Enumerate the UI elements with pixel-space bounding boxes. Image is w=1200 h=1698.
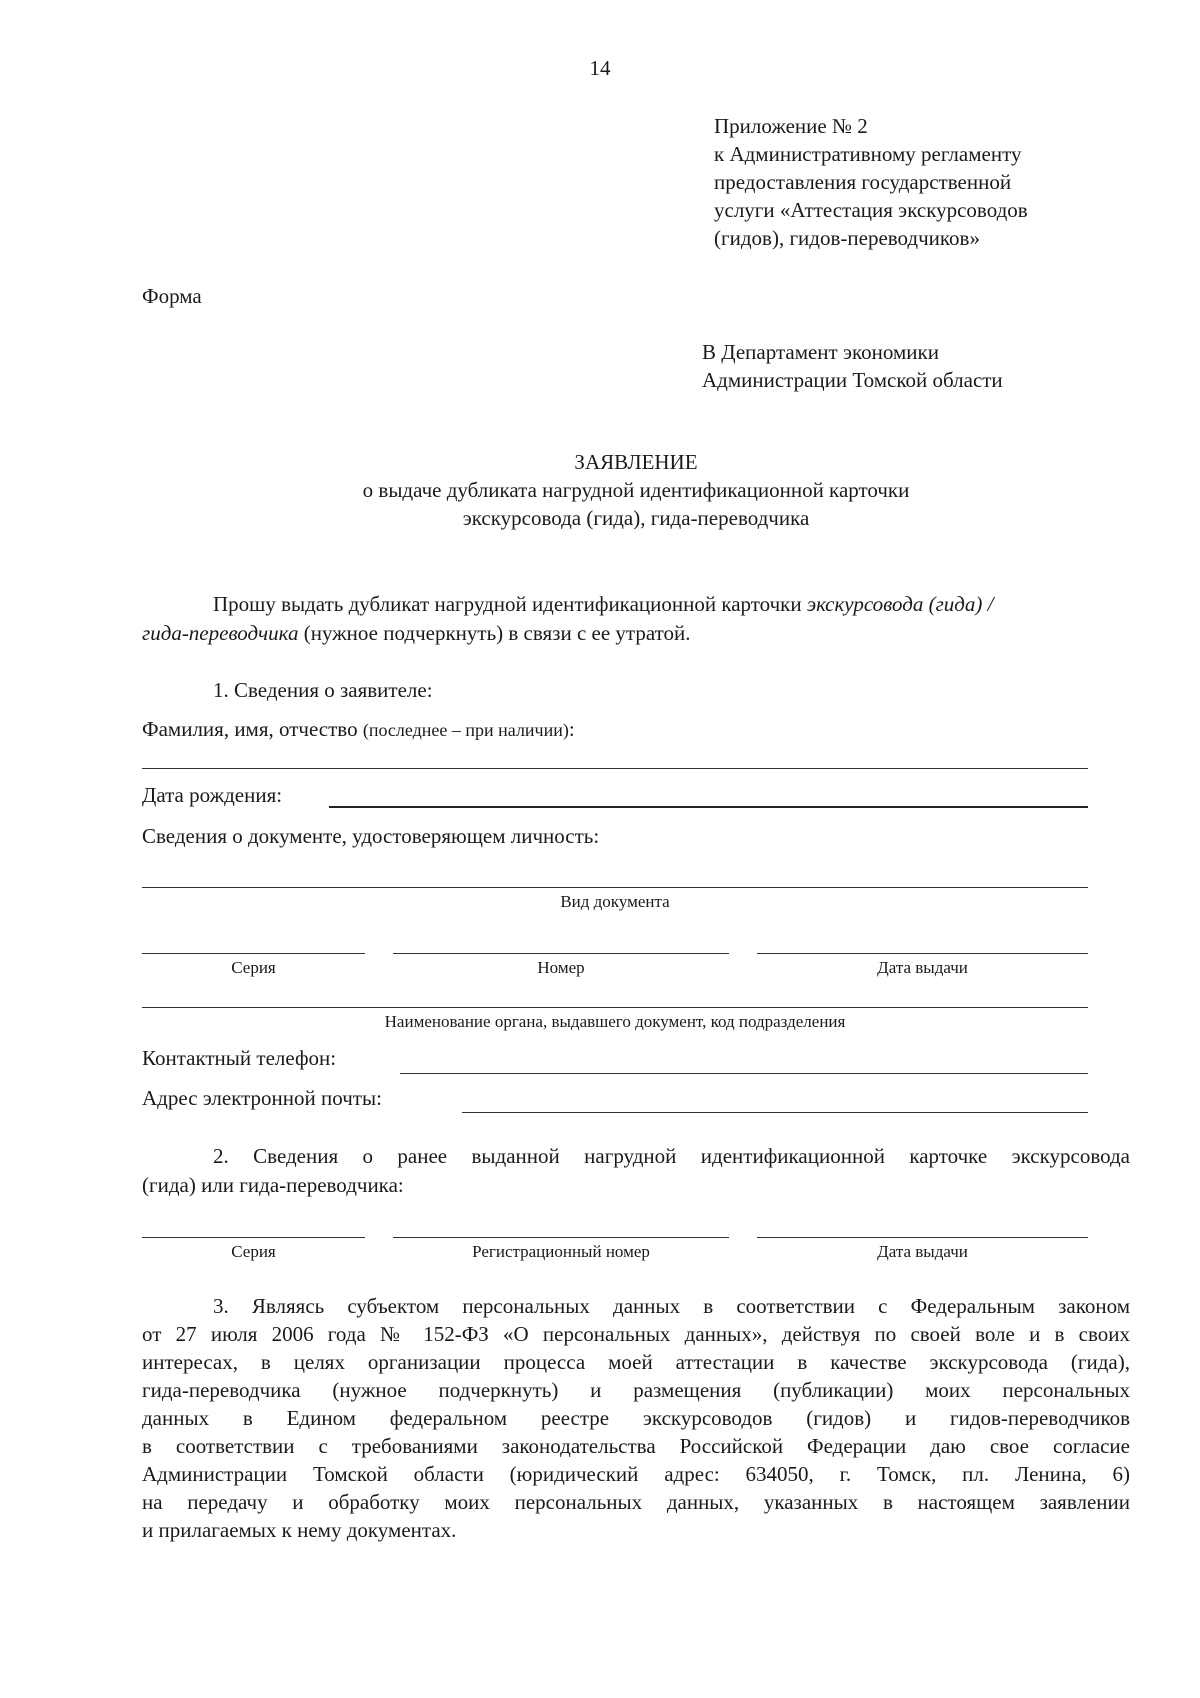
fio-note: (последнее – при наличии): [362, 720, 569, 740]
recipient-line-2: Администрации Томской области: [702, 368, 1003, 392]
number-caption: Номер: [537, 958, 585, 977]
appendix-line: (гидов), гидов-переводчиков»: [714, 226, 980, 250]
title-subtitle-2: экскурсовода (гида), гида-переводчика: [462, 506, 810, 530]
appendix-line: к Административному регламенту: [714, 142, 1022, 166]
section2-line-2: (гида) или гида-переводчика:: [142, 1173, 404, 1197]
title-subtitle-1: о выдаче дубликата нагрудной идентификационной карточки: [362, 478, 910, 502]
prev-series-caption: Серия: [231, 1242, 276, 1261]
appendix-block: [714, 112, 1028, 252]
fio-label: [142, 715, 575, 744]
fio-input-line[interactable]: [142, 768, 1088, 769]
appendix-line: Приложение № 2: [714, 114, 868, 138]
request-line-1: [213, 590, 993, 618]
birth-date-label: Дата рождения:: [142, 783, 283, 807]
document-type-caption: Вид документа: [560, 892, 670, 911]
prev-series-input-line[interactable]: [142, 1237, 365, 1238]
request-text: Прошу выдать дубликат нагрудной идентификационной карточки: [213, 592, 807, 616]
request-italic-1: экскурсовода (гида) /: [806, 592, 994, 616]
section3-line: и прилагаемых к нему документах.: [142, 1518, 457, 1542]
prev-issue-date-caption: Дата выдачи: [877, 1242, 968, 1261]
form-label: Форма: [142, 284, 202, 308]
number-input-line[interactable]: [393, 953, 729, 954]
appendix-line: услуги «Аттестация экскурсоводов: [714, 198, 1028, 222]
section3-line: Администрации Томской области (юридический адрес: 634050, г. Томск, пл. Ленина, 6): [142, 1462, 1130, 1486]
issue-date-caption: Дата выдачи: [877, 958, 968, 977]
prev-reg-number-input-line[interactable]: [393, 1237, 729, 1238]
series-caption: Серия: [231, 958, 276, 977]
id-document-label: Сведения о документе, удостоверяющем личность:: [142, 824, 600, 848]
document-type-input-line[interactable]: [142, 887, 1088, 888]
issue-date-input-line[interactable]: [757, 953, 1088, 954]
email-label: Адрес электронной почты:: [142, 1086, 382, 1110]
section3-line: данных в Едином федеральном реестре экскурсоводов (гидов) и гидов-переводчиков: [142, 1406, 1130, 1430]
recipient-block: [702, 338, 1003, 394]
fio-colon: :: [568, 717, 575, 741]
section3-line: на передачу и обработку моих персональных данных, указанных в настоящем заявлении: [142, 1490, 1130, 1514]
title-heading: ЗАЯВЛЕНИЕ: [574, 450, 698, 474]
section3-line: интересах, в целях организации процесса моей аттестации в качестве экскурсовода (гида),: [142, 1350, 1130, 1374]
birth-date-input-line[interactable]: [329, 806, 1088, 808]
page-number: 14: [589, 56, 611, 80]
request-text-2: (нужное подчеркнуть) в связи с ее утратой.: [298, 621, 691, 645]
email-input-line[interactable]: [462, 1112, 1088, 1113]
section3-line: от 27 июля 2006 года № 152-ФЗ «О персональных данных», действуя по своей воле и в своих: [142, 1322, 1130, 1346]
phone-label: Контактный телефон:: [142, 1046, 337, 1070]
series-input-line[interactable]: [142, 953, 365, 954]
section3-line: 3. Являясь субъектом персональных данных в соответствии с Федеральным законом: [213, 1294, 1130, 1318]
section3-line: гида-переводчика (нужное подчеркнуть) и размещения (публикации) моих персональных: [142, 1378, 1130, 1402]
section3-paragraph: [142, 1292, 1130, 1544]
request-line-2: [142, 619, 691, 647]
issuer-input-line[interactable]: [142, 1007, 1088, 1008]
document-title: [142, 448, 1130, 532]
fio-label-text: Фамилия, имя, отчество: [142, 717, 363, 741]
prev-reg-number-caption: Регистрационный номер: [472, 1242, 650, 1261]
issuer-caption: Наименование органа, выдавшего документ, код подразделения: [384, 1012, 846, 1031]
phone-input-line[interactable]: [400, 1073, 1088, 1074]
recipient-line-1: В Департамент экономики: [702, 340, 939, 364]
appendix-line: предоставления государственной: [714, 170, 1012, 194]
prev-issue-date-input-line[interactable]: [757, 1237, 1088, 1238]
request-italic-2: гида-переводчика: [142, 621, 299, 645]
section1-heading: 1. Сведения о заявителе:: [213, 678, 433, 702]
section3-line: в соответствии с требованиями законодательства Российской Федерации даю свое согласие: [142, 1434, 1130, 1458]
section2-line-1: 2. Сведения о ранее выданной нагрудной идентификационной карточке экскурсовода: [213, 1144, 1130, 1168]
